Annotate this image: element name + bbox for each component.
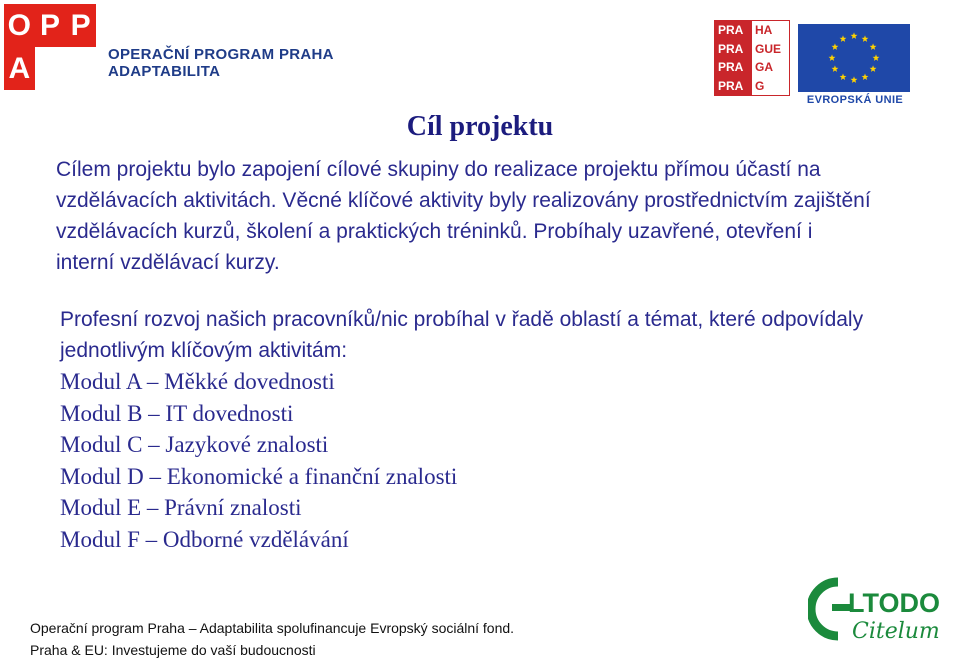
praha-logo-text: PRA xyxy=(715,77,752,96)
opp-title-line2: ADAPTABILITA xyxy=(108,63,221,80)
opp-logo-letter-p: P xyxy=(65,4,96,47)
footer-line1: Operační program Praha – Adaptabilita spolufinancuje Evropský sociální fond. xyxy=(30,620,515,636)
list-item: Modul A – Měkké dovednosti xyxy=(60,369,335,394)
opp-logo-letter-p: P xyxy=(35,4,66,47)
footer xyxy=(30,617,514,661)
module-list xyxy=(60,366,457,555)
list-item: Modul D – Ekonomické a finanční znalosti xyxy=(60,463,458,489)
opp-logo-blank xyxy=(65,47,96,90)
eu-star-icon xyxy=(851,76,858,83)
eu-star-icon xyxy=(840,73,847,80)
eu-star-icon xyxy=(870,43,877,50)
eu-star-icon xyxy=(832,65,839,72)
opp-logo-blank xyxy=(35,47,66,90)
eu-stars xyxy=(798,24,910,92)
list-item: Modul E – Právní znalosti xyxy=(60,495,302,520)
opp-program-title xyxy=(108,46,334,80)
eu-star-icon xyxy=(832,43,839,50)
eu-star-icon xyxy=(870,65,877,72)
opp-logo xyxy=(4,4,96,90)
eu-flag-icon xyxy=(798,24,910,92)
opp-logo-letter-o: O xyxy=(4,4,35,47)
professional-development-paragraph: Profesní rozvoj našich pracovníků/nic probíhal v řadě oblastí a témat, které odpovídaly jednotlivým klíčovým aktivitám: xyxy=(60,308,864,362)
eu-star-icon xyxy=(840,35,847,42)
eltodo-logo xyxy=(808,574,954,644)
praha-logo-text: HA xyxy=(752,21,789,40)
praha-logo-text: GUE xyxy=(752,40,789,59)
eu-star-icon xyxy=(873,54,880,61)
praha-logo-text: PRA xyxy=(715,58,752,77)
page-title-text: Cíl projektu xyxy=(406,111,554,142)
list-item: Modul F – Odborné vzdělávání xyxy=(60,526,349,552)
praha-logo-text: GA xyxy=(752,58,789,77)
eltodo-wordmark: LTODO xyxy=(848,588,940,618)
eu-star-icon xyxy=(829,54,836,61)
project-goal-paragraph: Cílem projektu bylo zapojení cílové skupiny do realizace projektu přímou účastí na vzdělávacích aktivitách. Věcné klíčové aktivity byly realizovány prostřednictvím zajištění vzdělávacích kurzů, školení a praktických tréninků. Probíhaly uzavřené, otevření i interní vzdělávací kurzy. xyxy=(56,158,871,274)
praha-logo xyxy=(714,20,790,96)
opp-title-line1: OPERAČNÍ PROGRAM PRAHA xyxy=(108,46,334,63)
praha-logo-text: PRA xyxy=(715,21,752,40)
eu-star-icon xyxy=(862,35,869,42)
eu-star-icon xyxy=(862,73,869,80)
eu-star-icon xyxy=(851,32,858,39)
list-item: Modul B – IT dovednosti xyxy=(60,400,294,426)
opp-logo-letter-a: A xyxy=(4,47,35,90)
praha-logo-text: PRA xyxy=(715,40,752,59)
list-item: Modul C – Jazykové znalosti xyxy=(60,432,329,457)
eu-label: EVROPSKÁ UNIE xyxy=(806,94,904,106)
eltodo-subtitle: Citelum xyxy=(852,619,940,644)
page-title xyxy=(0,111,960,143)
footer-line2: Praha & EU: Investujeme do vaší budoucnosti xyxy=(30,642,316,658)
praha-logo-text: G xyxy=(752,77,789,96)
